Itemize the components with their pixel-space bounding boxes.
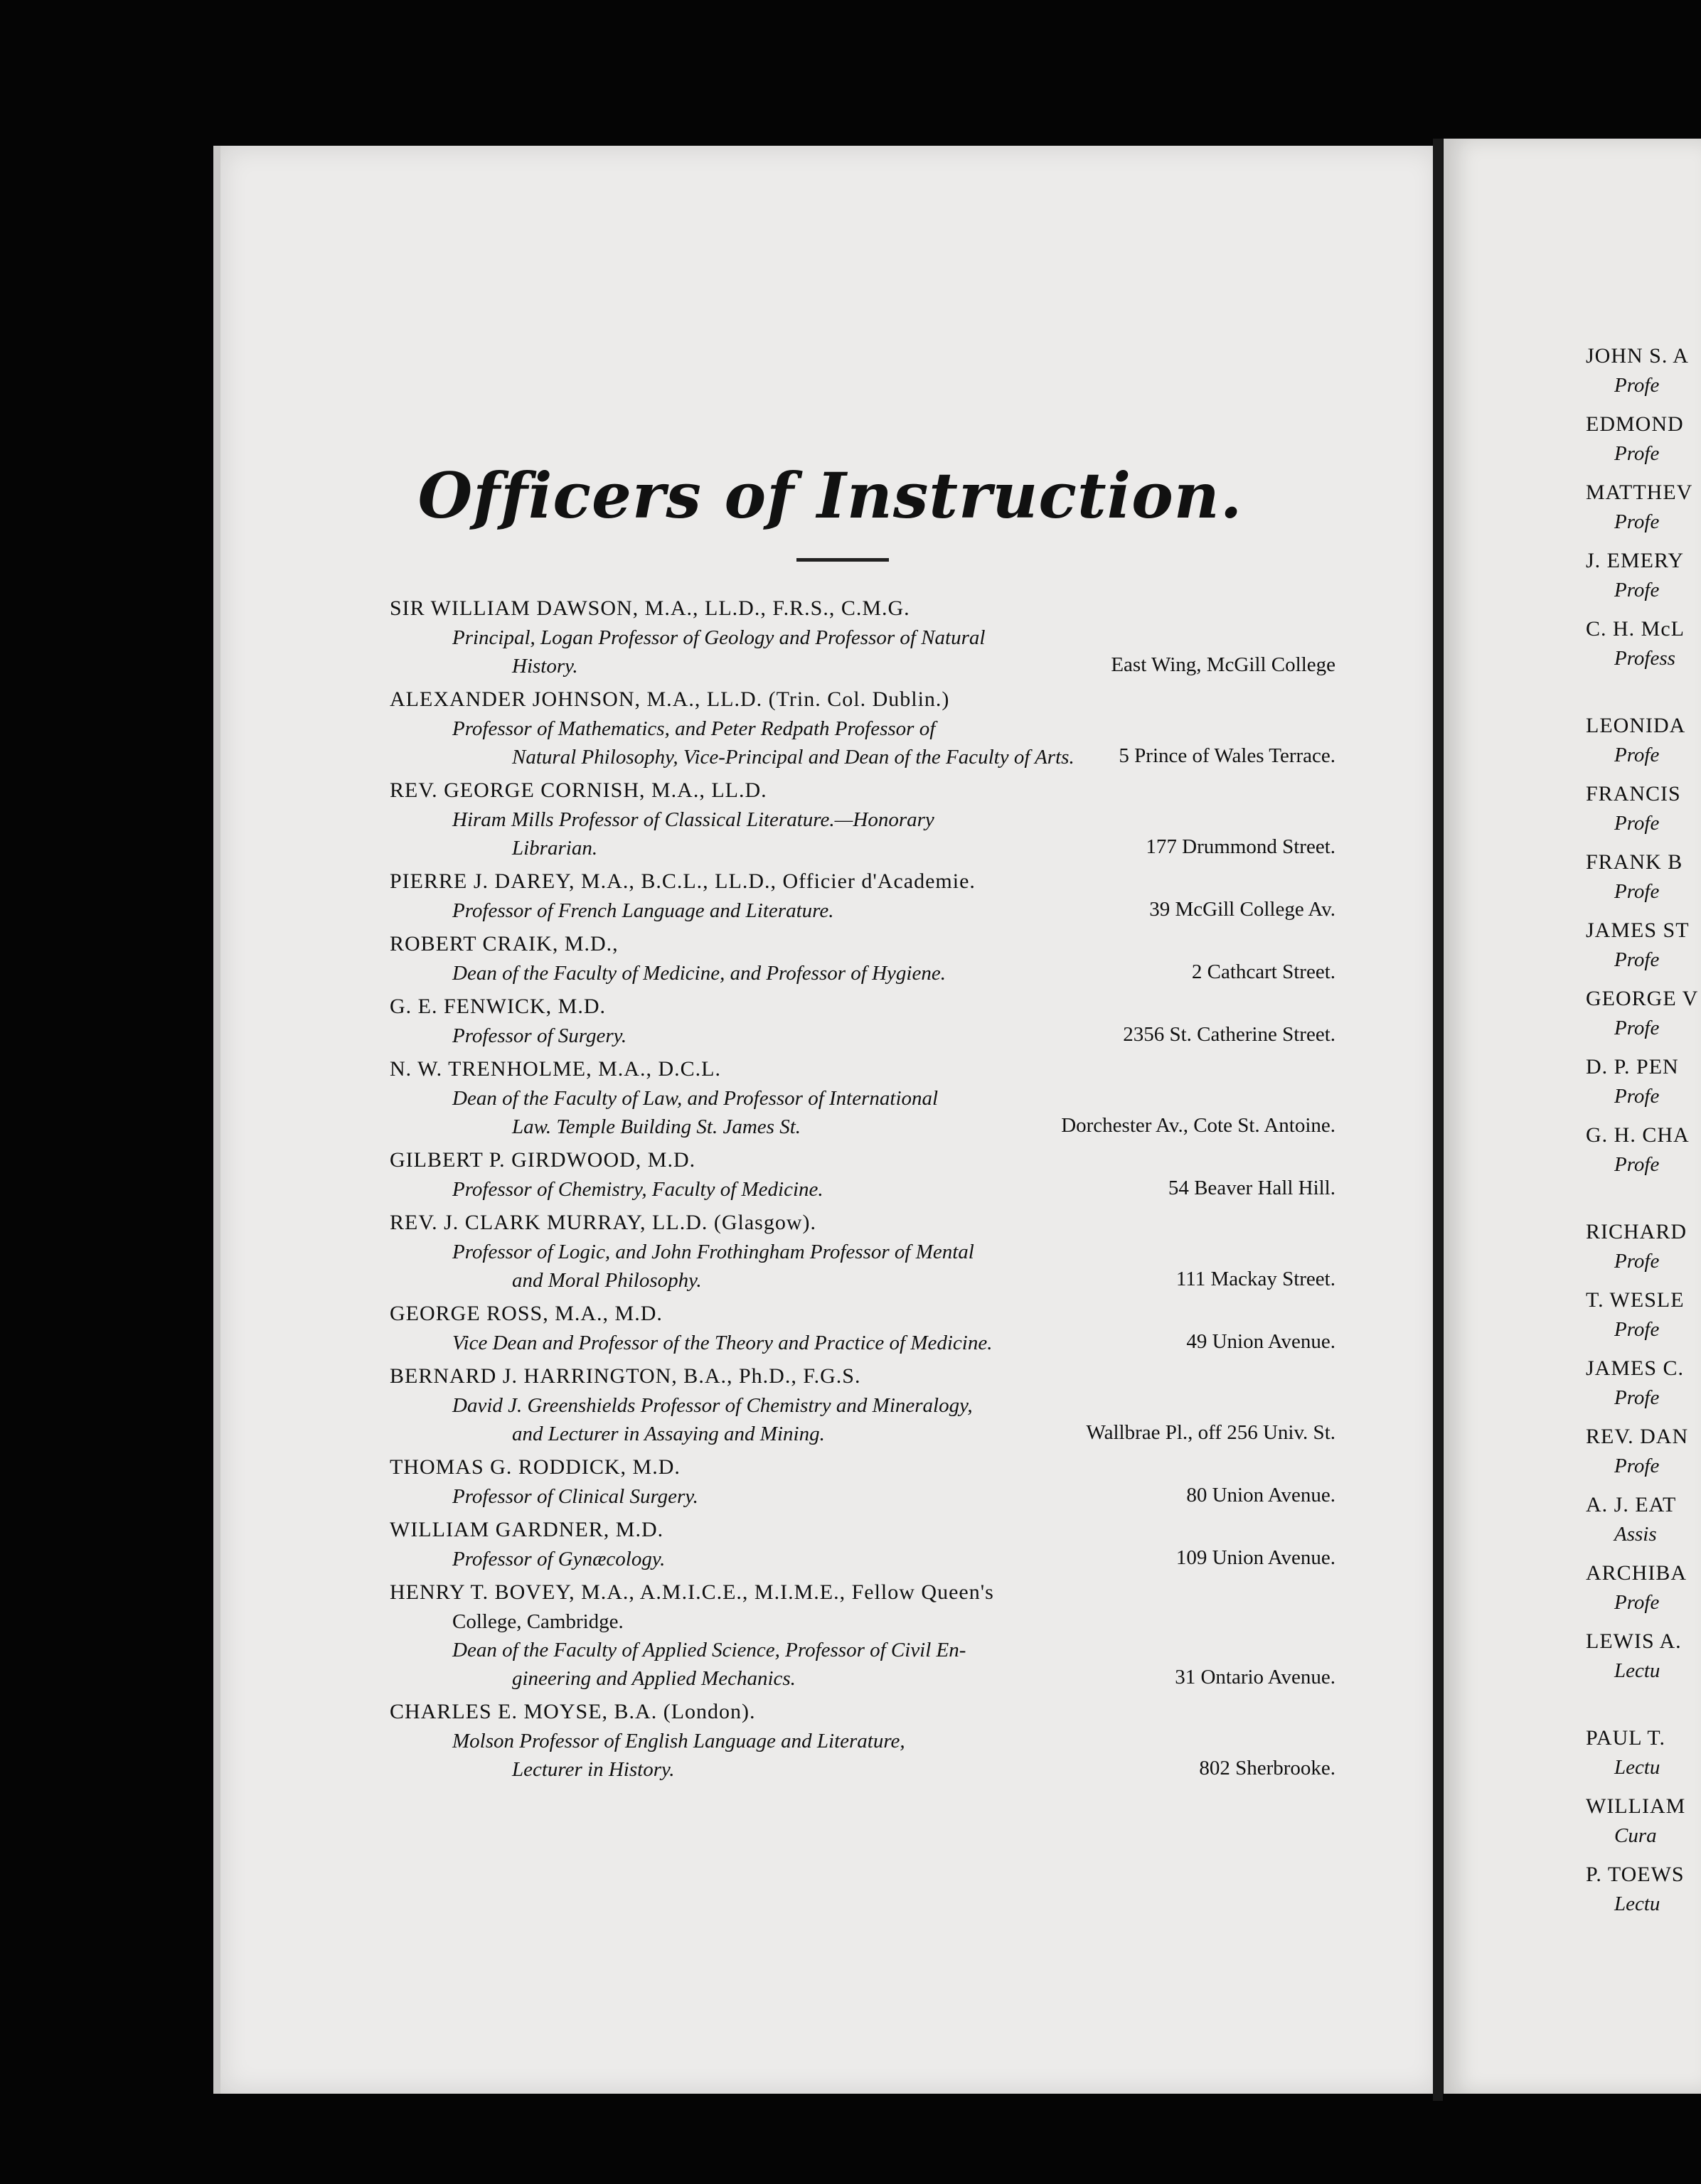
officer-name: REV. J. CLARK MURRAY, LL.D. (Glasgow). bbox=[390, 1211, 817, 1234]
right-entry: EDMOND Profe bbox=[1586, 412, 1684, 465]
officer-title: Professor of Clinical Surgery. bbox=[452, 1485, 698, 1508]
officer-address: Dorchester Av., Cote St. Antoine. bbox=[1061, 1114, 1335, 1137]
right-entry: J. EMERY Profe bbox=[1586, 549, 1685, 601]
officer-address: 80 Union Avenue. bbox=[1186, 1484, 1335, 1506]
officer-name: ALEXANDER JOHNSON, M.A., LL.D. (Trin. Col. Dublin.) bbox=[390, 687, 950, 711]
right-entry: ARCHIBA Profe bbox=[1586, 1561, 1687, 1614]
right-entry: JAMES C. Profe bbox=[1586, 1356, 1685, 1409]
right-entry: P. TOEWS Lectu bbox=[1586, 1863, 1685, 1915]
officer-entry bbox=[390, 1452, 1335, 1511]
officer-name: N. W. TRENHOLME, M.A., D.C.L. bbox=[390, 1057, 721, 1081]
officer-name: G. E. FENWICK, M.D. bbox=[390, 995, 606, 1018]
officer-title: Dean of the Faculty of Applied Science, Professor of Civil En- gineering and Applied Mechanics. bbox=[452, 1639, 966, 1690]
book-gutter bbox=[1433, 139, 1443, 2101]
officer-title: Professor of Chemistry, Faculty of Medicine. bbox=[452, 1178, 823, 1201]
officer-entry bbox=[390, 929, 1335, 987]
officer-name: WILLIAM GARDNER, M.D. bbox=[390, 1518, 664, 1541]
officer-name-continued: College, Cambridge. bbox=[452, 1610, 624, 1633]
officer-entry bbox=[390, 1208, 1335, 1295]
officer-entry bbox=[390, 1145, 1335, 1204]
officer-address: 5 Prince of Wales Terrace. bbox=[1119, 744, 1335, 767]
officer-address: East Wing, McGill College bbox=[1111, 653, 1335, 676]
officer-title: Professor of Logic, and John Frothingham Professor of Mental and Moral Philosophy. bbox=[452, 1241, 974, 1292]
officer-name: GILBERT P. GIRDWOOD, M.D. bbox=[390, 1148, 696, 1172]
officer-title: Professor of Gynæcology. bbox=[452, 1548, 666, 1570]
page-title: Officers of Instruction. bbox=[417, 459, 1243, 532]
right-entry: MATTHEV Profe bbox=[1586, 481, 1693, 533]
officer-title: Molson Professor of English Language and Literature, Lecturer in History. bbox=[452, 1730, 905, 1781]
officer-list bbox=[390, 594, 1335, 1788]
right-officer-list bbox=[1586, 341, 1701, 1928]
right-entry: GEORGE V Profe bbox=[1586, 987, 1699, 1039]
officer-address: 39 McGill College Av. bbox=[1149, 898, 1335, 921]
officer-name: SIR WILLIAM DAWSON, M.A., LL.D., F.R.S., C.M.G. bbox=[390, 596, 910, 620]
right-entry: G. H. CHA Profe bbox=[1586, 1123, 1690, 1176]
right-entry: JOHN S. A Profe bbox=[1586, 344, 1689, 397]
officer-name: THOMAS G. RODDICK, M.D. bbox=[390, 1455, 681, 1479]
officer-name: GEORGE ROSS, M.A., M.D. bbox=[390, 1302, 663, 1325]
officer-address: 31 Ontario Avenue. bbox=[1175, 1666, 1335, 1688]
officer-address: 54 Beaver Hall Hill. bbox=[1168, 1177, 1335, 1199]
officer-title: David J. Greenshields Professor of Chemistry and Mineralogy, and Lecturer in Assaying and Mining. bbox=[452, 1394, 973, 1445]
officer-title: Professor of French Language and Literature. bbox=[452, 899, 834, 922]
officer-name: REV. GEORGE CORNISH, M.A., LL.D. bbox=[390, 778, 767, 802]
right-entry: C. H. McL Profess bbox=[1586, 617, 1685, 670]
right-entry: T. WESLE Profe bbox=[1586, 1288, 1685, 1341]
officer-entry bbox=[390, 685, 1335, 771]
right-entry: PAUL T. Lectu bbox=[1586, 1726, 1666, 1779]
officer-entry bbox=[390, 1054, 1335, 1141]
officer-address: 2356 St. Catherine Street. bbox=[1123, 1023, 1335, 1046]
officer-title: Principal, Logan Professor of Geology and Professor of Natural History. bbox=[452, 626, 986, 678]
right-entry: REV. DAN Profe bbox=[1586, 1425, 1689, 1477]
officer-name: BERNARD J. HARRINGTON, B.A., Ph.D., F.G.S. bbox=[390, 1364, 861, 1388]
officer-title: Vice Dean and Professor of the Theory and Practice of Medicine. bbox=[452, 1332, 993, 1354]
officer-title: Hiram Mills Professor of Classical Literature.—Honorary Librarian. bbox=[452, 808, 934, 860]
officer-entry bbox=[390, 992, 1335, 1050]
title-rule bbox=[796, 558, 889, 562]
right-entry: FRANK B Profe bbox=[1586, 850, 1683, 903]
right-page bbox=[1444, 139, 1701, 2094]
officer-entry bbox=[390, 1515, 1335, 1573]
right-entry: D. P. PEN Profe bbox=[1586, 1055, 1679, 1108]
officer-title: Professor of Surgery. bbox=[452, 1024, 627, 1047]
right-entry: FRANCIS Profe bbox=[1586, 782, 1681, 835]
left-page bbox=[213, 146, 1440, 2094]
right-entry: A. J. EAT Assis bbox=[1586, 1493, 1677, 1546]
officer-address: 49 Union Avenue. bbox=[1186, 1330, 1335, 1353]
officer-entry bbox=[390, 1697, 1335, 1784]
officer-entry bbox=[390, 776, 1335, 862]
officer-entry bbox=[390, 1361, 1335, 1448]
officer-name: ROBERT CRAIK, M.D., bbox=[390, 932, 619, 956]
officer-address: 177 Drummond Street. bbox=[1146, 835, 1335, 858]
right-entry: LEWIS A. Lectu bbox=[1586, 1629, 1682, 1682]
officer-entry bbox=[390, 1578, 1335, 1693]
officer-title: Professor of Mathematics, and Peter Redpath Professor of Natural Philosophy, Vice-Principal and Dean of the Faculty of Arts. bbox=[452, 717, 1075, 769]
officer-name: CHARLES E. MOYSE, B.A. (London). bbox=[390, 1700, 756, 1723]
officer-entry bbox=[390, 1299, 1335, 1357]
officer-title: Dean of the Faculty of Medicine, and Professor of Hygiene. bbox=[452, 962, 946, 985]
officer-entry bbox=[390, 594, 1335, 680]
officer-name: PIERRE J. DAREY, M.A., B.C.L., LL.D., Officier d'Academie. bbox=[390, 869, 976, 893]
officer-title: Dean of the Faculty of Law, and Professor of International Law. Temple Building St. James St. bbox=[452, 1087, 939, 1138]
officer-address: 109 Union Avenue. bbox=[1175, 1546, 1335, 1569]
right-entry: RICHARD Profe bbox=[1586, 1220, 1687, 1273]
right-entry: LEONIDA Profe bbox=[1586, 714, 1686, 766]
right-entry: WILLIAM Cura bbox=[1586, 1794, 1686, 1847]
officer-address: 802 Sherbrooke. bbox=[1199, 1757, 1335, 1779]
officer-address: 2 Cathcart Street. bbox=[1191, 960, 1335, 983]
officer-entry bbox=[390, 867, 1335, 925]
right-entry: JAMES ST Profe bbox=[1586, 919, 1690, 971]
officer-address: Wallbrae Pl., off 256 Univ. St. bbox=[1086, 1421, 1335, 1444]
officer-name: HENRY T. BOVEY, M.A., A.M.I.C.E., M.I.M.E., Fellow Queen's bbox=[390, 1580, 994, 1604]
officer-address: 111 Mackay Street. bbox=[1175, 1268, 1335, 1290]
